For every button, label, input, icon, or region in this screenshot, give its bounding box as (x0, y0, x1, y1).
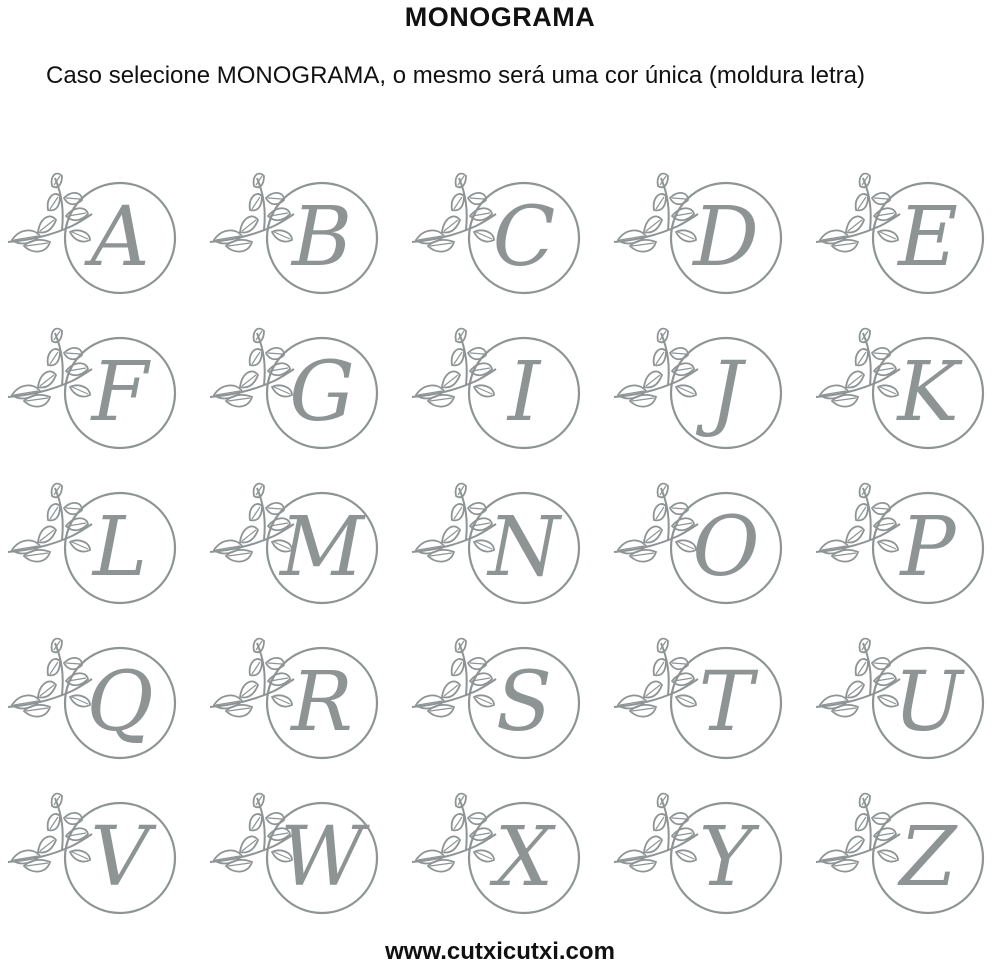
monogram-item[interactable] (0, 170, 200, 310)
monogram-item[interactable] (808, 480, 1000, 620)
monogram-letter: O (692, 500, 760, 595)
monogram-item[interactable] (606, 325, 806, 465)
monogram-item[interactable] (202, 170, 402, 310)
monogram-item[interactable] (404, 170, 604, 310)
monogram-letter: N (488, 500, 560, 595)
monogram-item[interactable] (404, 325, 604, 465)
page-subtitle: Caso selecione MONOGRAMA, o mesmo será uma cor única (moldura letra) (46, 62, 865, 89)
monogram-letter: U (893, 655, 963, 750)
monogram-item[interactable] (0, 480, 200, 620)
monogram-item[interactable] (808, 325, 1000, 465)
monogram-letter: I (507, 345, 541, 440)
monogram-item[interactable] (0, 325, 200, 465)
footer-url: www.cutxicutxi.com (385, 938, 615, 965)
monogram-letter: B (291, 190, 353, 285)
monogram-item[interactable] (0, 790, 200, 930)
monogram-item[interactable] (606, 790, 806, 930)
monogram-letter: G (289, 345, 355, 440)
monogram-letter: T (698, 655, 754, 750)
monogram-item[interactable] (606, 480, 806, 620)
monogram-letter: L (92, 500, 148, 595)
monogram-item[interactable] (202, 480, 402, 620)
monogram-item[interactable] (202, 325, 402, 465)
monogram-letter: Q (86, 655, 154, 750)
monogram-letter: F (91, 345, 149, 440)
monogram-letter: D (693, 190, 759, 285)
monogram-letter: Z (899, 810, 957, 905)
monogram-item[interactable] (606, 170, 806, 310)
monogram-item[interactable] (202, 790, 402, 930)
monogram-letter: X (494, 810, 554, 905)
monogram-row (0, 635, 1000, 775)
monogram-letter: E (898, 190, 958, 285)
monogram-item[interactable] (808, 170, 1000, 310)
monogram-letter: P (900, 500, 956, 595)
monogram-item[interactable] (808, 635, 1000, 775)
monogram-item[interactable] (404, 480, 604, 620)
monogram-letter: A (90, 190, 150, 285)
monogram-letter: M (280, 500, 364, 595)
monogram-row (0, 325, 1000, 465)
monogram-item[interactable] (808, 790, 1000, 930)
page-title: MONOGRAMA (404, 2, 596, 32)
monogram-letter: S (495, 655, 553, 750)
monogram-letter: C (492, 190, 556, 285)
monogram-item[interactable] (0, 635, 200, 775)
monogram-letter: R (291, 655, 353, 750)
monogram-row (0, 480, 1000, 620)
monogram-item[interactable] (606, 635, 806, 775)
monogram-letter: W (279, 810, 365, 905)
monogram-letter: J (709, 345, 743, 440)
monogram-letter: K (897, 345, 959, 440)
monogram-row (0, 170, 1000, 310)
monogram-letter: Y (698, 810, 754, 905)
monogram-letter: V (90, 810, 150, 905)
monogram-item[interactable] (404, 790, 604, 930)
monogram-row (0, 790, 1000, 930)
monogram-item[interactable] (202, 635, 402, 775)
monogram-item[interactable] (404, 635, 604, 775)
